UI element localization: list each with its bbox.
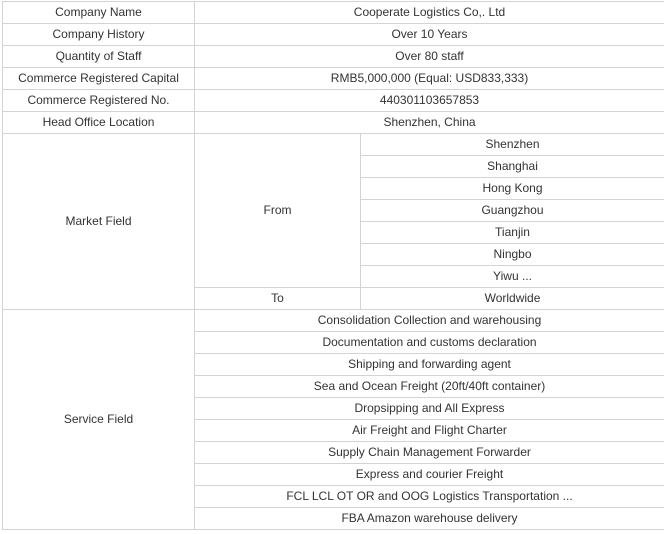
row-label: Company Name [3, 2, 195, 24]
market-field-label: Market Field [3, 134, 195, 310]
market-from-city: Guangzhou [361, 200, 664, 222]
row-label: Commerce Registered Capital [3, 68, 195, 90]
service-item: Air Freight and Flight Charter [195, 420, 664, 442]
market-from-city: Ningbo [361, 244, 664, 266]
table-row [3, 68, 664, 90]
market-from-label: From [195, 134, 361, 288]
market-to-label: To [195, 288, 361, 310]
row-value: Over 80 staff [195, 46, 664, 68]
table-row [3, 112, 664, 134]
service-item: Dropsipping and All Express [195, 398, 664, 420]
market-to-value: Worldwide [361, 288, 664, 310]
table-row [3, 2, 664, 24]
row-value: Cooperate Logistics Co,. Ltd [195, 2, 664, 24]
row-value: 440301103657853 [195, 90, 664, 112]
service-item: Supply Chain Management Forwarder [195, 442, 664, 464]
row-value: Over 10 Years [195, 24, 664, 46]
table-row [3, 310, 664, 332]
service-item: FCL LCL OT OR and OOG Logistics Transportation ... [195, 486, 664, 508]
table-row [3, 134, 664, 156]
table-row [3, 46, 664, 68]
company-profile-table [2, 1, 664, 530]
market-from-city: Tianjin [361, 222, 664, 244]
service-item: Shipping and forwarding agent [195, 354, 664, 376]
row-value: RMB5,000,000 (Equal: USD833,333) [195, 68, 664, 90]
market-from-city: Hong Kong [361, 178, 664, 200]
row-label: Head Office Location [3, 112, 195, 134]
service-item: Consolidation Collection and warehousing [195, 310, 664, 332]
table-row [3, 90, 664, 112]
row-label: Company History [3, 24, 195, 46]
market-from-city: Shenzhen [361, 134, 664, 156]
service-item: FBA Amazon warehouse delivery [195, 508, 664, 530]
market-from-city: Shanghai [361, 156, 664, 178]
service-item: Documentation and customs declaration [195, 332, 664, 354]
table-row [3, 24, 664, 46]
service-field-label: Service Field [3, 310, 195, 530]
service-item: Sea and Ocean Freight (20ft/40ft container) [195, 376, 664, 398]
row-value: Shenzhen, China [195, 112, 664, 134]
service-item: Express and courier Freight [195, 464, 664, 486]
row-label: Quantity of Staff [3, 46, 195, 68]
market-from-city: Yiwu ... [361, 266, 664, 288]
row-label: Commerce Registered No. [3, 90, 195, 112]
